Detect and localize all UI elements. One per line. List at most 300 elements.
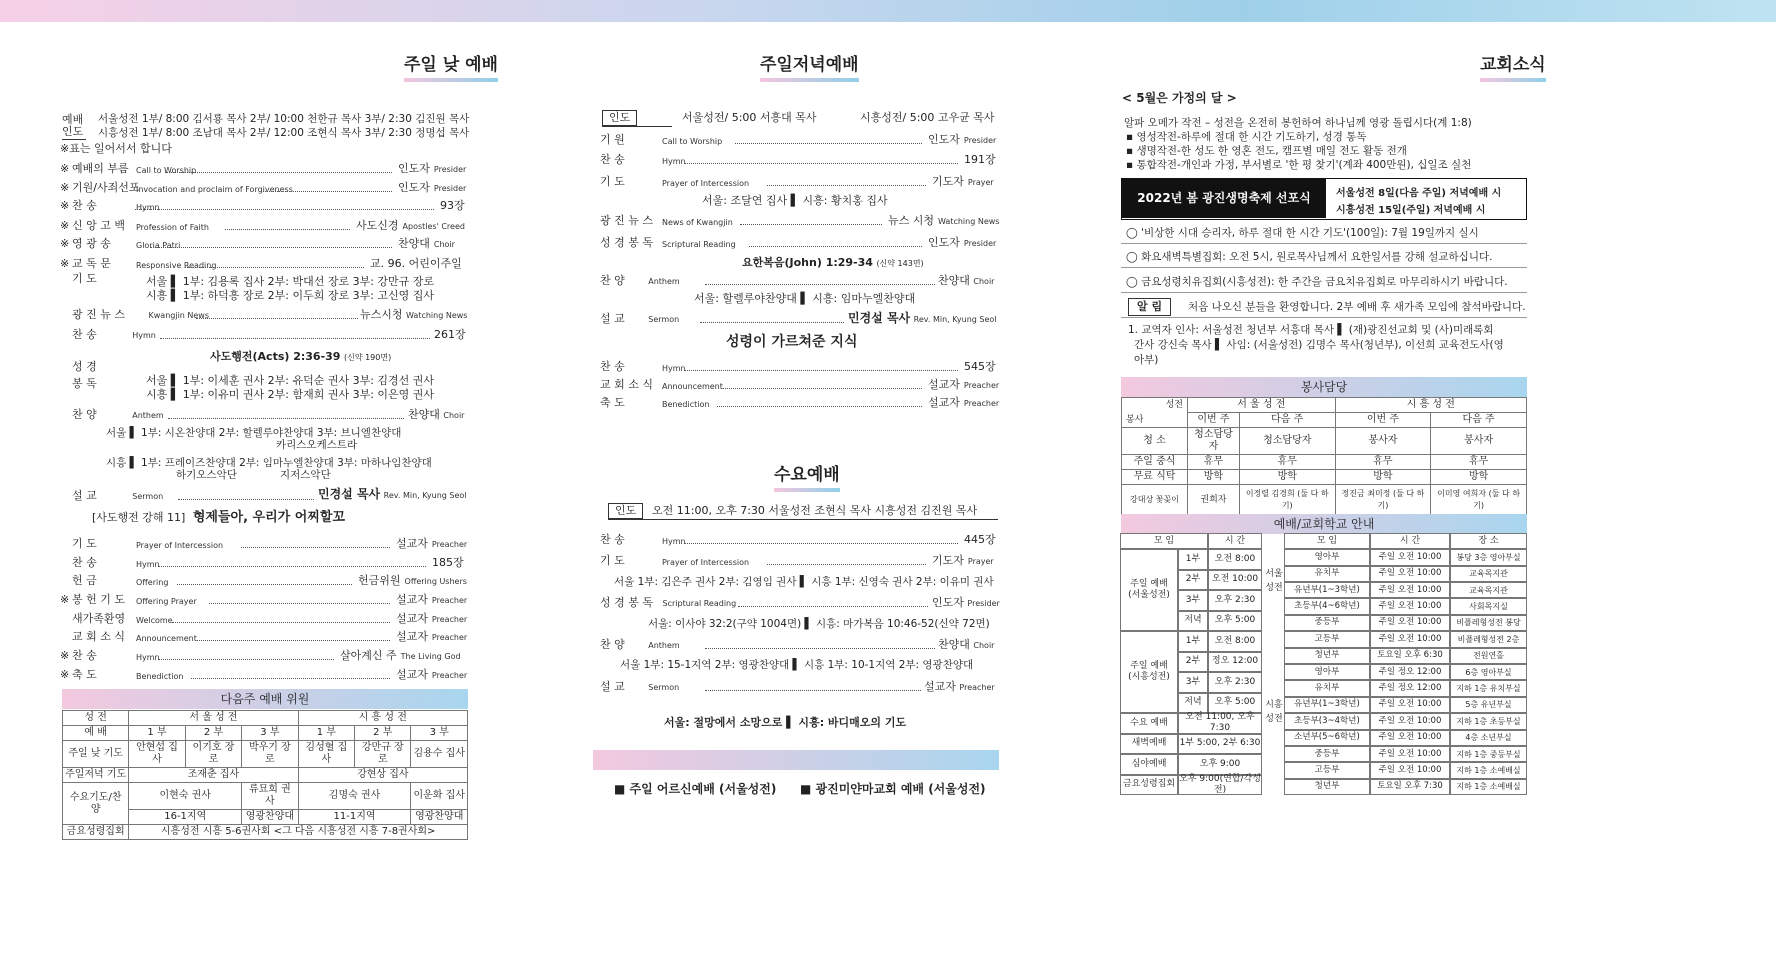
table-cell: 2 부 — [185, 726, 241, 741]
order-value-ko: 191장 — [964, 153, 996, 166]
school-time: 오전 8:00 — [1208, 631, 1262, 652]
order-value-ko: 445장 — [964, 533, 996, 546]
order-value-en: Preacher — [431, 615, 468, 624]
school-time: 정오 12:00 — [1208, 652, 1262, 673]
school-group: 주일 예배 (서울성전) — [1120, 549, 1178, 631]
schedule-siheung: 시흥성전 1부/ 8:00 조남대 목사 2부/ 12:00 조현식 목사 3부/ 2:30 정명섭 목사 — [98, 127, 470, 139]
school-extra-time: 오후 9:00(연합/각성전) — [1179, 773, 1261, 795]
anthem-seoul: 서울 ▌ 1부: 시온찬양대 2부: 할렐루야찬양대 3부: 브니엘찬양대 — [106, 427, 402, 439]
school-dept-place: 지하 1층 유치부실 — [1450, 680, 1527, 696]
table-cell: 휴무 — [1335, 455, 1431, 470]
order-item-label: 교 회 소 식 — [600, 378, 653, 391]
order-value-en: Presider — [963, 239, 997, 248]
sermon-en: Sermon — [132, 492, 164, 501]
school-part: 1부 — [1178, 631, 1208, 652]
evening-sermon-preacher: 민경설 목사 — [848, 311, 911, 325]
school-dept: 영아부 — [1284, 549, 1370, 565]
school-title: 예배/교회학교 안내 — [1121, 514, 1527, 534]
order-value-ko: 살아계신 주 — [340, 649, 397, 662]
table-cell: 류묘희 권사 — [242, 783, 298, 810]
order-item-en: Prayer of Intercession — [662, 558, 750, 567]
dot-leader — [172, 622, 390, 623]
school-dept: 초등부(4~6학년) — [1284, 598, 1370, 614]
order-item-label: 찬 송 — [72, 199, 97, 212]
table-cell: 휴무 — [1431, 455, 1527, 470]
order-item-value — [932, 175, 994, 190]
order-value-en: Watching News — [938, 217, 1000, 226]
table-cell: 김명숙 권사 — [298, 783, 411, 810]
star-mark: ※ — [60, 219, 70, 232]
order-item-value — [964, 360, 996, 374]
school-dept-place: 지하 1층 초등부실 — [1450, 713, 1527, 729]
table-row — [63, 711, 468, 726]
wed-anthem-value: 찬양대 — [938, 638, 970, 651]
month-theme: < 5월은 가정의 달 > — [1122, 91, 1237, 105]
table-cell: 시 흥 성 전 — [298, 711, 467, 726]
table-cell: 이운화 집사 — [411, 783, 468, 810]
anthem-en: Anthem — [132, 411, 164, 420]
school-table — [1121, 534, 1527, 796]
anthem-value-en: Choir — [443, 411, 465, 420]
school-dept-place: 지하 1층 중등부실 — [1450, 746, 1527, 762]
dot-leader — [209, 603, 390, 604]
footer-myanmar-worship: ■ 광진미얀마교회 예배 (서울성전) — [800, 782, 986, 796]
schedule-divider — [62, 139, 86, 140]
school-dept-time: 주일 오전 10:00 — [1370, 746, 1450, 762]
order-item-label: 축 도 — [600, 396, 625, 409]
dot-leader — [158, 659, 334, 660]
dot-leader — [191, 678, 390, 679]
dot-leader — [740, 224, 882, 225]
order-item-value — [964, 533, 996, 547]
table-cell: 이미영 여희자 (둘 다 하기) — [1431, 485, 1527, 515]
dot-leader — [150, 247, 392, 248]
scripture-page: (신약 190면) — [343, 353, 392, 362]
school-dept-time: 주일 오전 10:00 — [1370, 730, 1450, 746]
table-row — [63, 825, 468, 840]
festival-title: 2022년 봄 광진생명축제 선포식 — [1122, 179, 1326, 218]
dot-leader — [158, 566, 426, 567]
table-row — [63, 783, 468, 810]
school-dept-time: 토요일 오후 7:30 — [1370, 779, 1450, 795]
school-dept-time: 주일 오전 10:00 — [1370, 713, 1450, 729]
school-extra-time: 1부 5:00, 2부 6:30 — [1178, 734, 1262, 755]
evening-lead-label: 인도 — [602, 110, 637, 126]
wed-reading-label: 성 경 봉 독 — [600, 596, 653, 609]
wed-anthem-label: 찬 양 — [600, 638, 625, 651]
wed-sermon-value: 설교자 — [924, 680, 956, 693]
table-cell: 청 소 — [1122, 428, 1188, 455]
next-week-table — [62, 710, 468, 840]
school-dept: 중등부 — [1284, 615, 1370, 631]
alarm-text: 처음 나오신 분들을 환영합니다. 2부 예배 후 새가족 모임에 참석바랍니다. — [1188, 301, 1526, 313]
order-value-en: Preacher — [963, 399, 1000, 408]
table-cell: 서 울 성 전 — [129, 711, 298, 726]
wed-anthem-value-en: Choir — [973, 641, 995, 650]
order-item-value — [440, 199, 465, 213]
dot-leader — [165, 172, 392, 173]
order-value-ko: 설교자 — [396, 668, 428, 681]
order-item-en: Offering Prayer — [136, 597, 197, 606]
serve-title: 봉사담당 — [1121, 377, 1527, 397]
order-item-en: Hymn — [136, 653, 160, 662]
school-part: 3부 — [1178, 672, 1208, 693]
table-cell: 이기호 장로 — [185, 741, 241, 768]
order-item-label: 교 독 문 — [72, 257, 111, 270]
wed-reading-value-en: Presider — [967, 599, 1000, 608]
top-decorative-bar — [0, 0, 1776, 22]
order-item-value — [356, 219, 465, 234]
order-value-ko: 인도자 — [398, 181, 430, 194]
order-item-label: 찬 송 — [600, 153, 625, 166]
order-value-ko: 사도신경 — [356, 219, 399, 232]
bullet-1: ▪ 영성작전-하루에 절대 한 시간 기도하기, 성경 통독 — [1126, 131, 1367, 143]
school-dept-place: 4층 소년부실 — [1450, 730, 1527, 746]
order-value-ko: 인도자 — [928, 133, 960, 146]
school-dept-place: 비플레형성전 봉당 — [1450, 615, 1527, 631]
order-item-value — [396, 630, 467, 645]
school-extra-name: 심야예배 — [1120, 754, 1178, 775]
order-value-ko: 설교자 — [396, 593, 428, 606]
school-dept-time: 주일 오전 10:00 — [1370, 598, 1450, 614]
school-dept-place: 사회목지실 — [1450, 598, 1527, 614]
school-dept-time: 주일 정오 12:00 — [1370, 680, 1450, 696]
order-item-value — [928, 236, 996, 251]
dot-leader — [749, 246, 922, 247]
school-dept-place: 교육목지관 — [1450, 566, 1527, 582]
order-value-ko: 설교자 — [396, 537, 428, 550]
prayer-label: 기 도 — [72, 272, 97, 285]
table-cell: 청소담당자 — [1239, 428, 1335, 455]
order-value-ko: 뉴스 시청 — [888, 214, 935, 227]
siheung-vertical-label: 시흥성전 — [1265, 699, 1283, 724]
order-item-en: Announcement — [136, 634, 197, 643]
table-cell: 안현섭 집사 — [129, 741, 185, 768]
school-dept: 소년부(5~6학년) — [1284, 730, 1370, 746]
order-value-en: Preacher — [431, 671, 468, 680]
church-news-title: 교회소식 — [1480, 50, 1546, 82]
order-item-en: Gloria Patri — [136, 241, 181, 250]
dot-leader — [721, 388, 922, 389]
dot-leader — [684, 370, 958, 371]
order-value-ko: 설교자 — [928, 378, 960, 391]
alarm-label: 알 림 — [1128, 298, 1171, 316]
order-item-en: Hymn — [662, 364, 686, 373]
table-cell: 강대상 꽃꽂이 — [1122, 485, 1188, 515]
order-item-label: 기 도 — [72, 537, 97, 550]
school-time: 오후 2:30 — [1208, 672, 1262, 693]
order-item-en: Scriptural Reading — [662, 240, 736, 249]
footer-gradient-bar — [593, 750, 999, 770]
evening-lead-siheung: 시흥성전/ 5:00 고우균 목사 — [860, 111, 995, 124]
news-value: 뉴스시청 — [360, 308, 403, 321]
evening-anthem-en: Anthem — [648, 277, 680, 286]
school-header-time2: 시 간 — [1370, 533, 1450, 549]
sunday-worship-title: 주일 낮 예배 — [404, 50, 498, 82]
star-mark: ※ — [60, 237, 70, 250]
order-item-en: Benediction — [136, 672, 184, 681]
order-value-en: Offering Ushers — [404, 577, 467, 586]
dot-leader — [225, 229, 350, 230]
greeting-line-2: 간사 강신숙 목사 ▌ 사임: (서울성전) 김명수 목사(청년부), 이선희 교육전도사(영 — [1134, 339, 1504, 351]
order-item-value — [398, 237, 455, 252]
order-item-label: 교 회 소 식 — [72, 630, 125, 643]
school-dept-time: 주일 오전 10:00 — [1370, 549, 1450, 565]
order-item-value — [358, 574, 467, 589]
table-cell: 방학 — [1239, 470, 1335, 485]
table-cell: 성전 봉사 — [1122, 398, 1188, 428]
order-item-en: Prayer of Intercession — [662, 179, 750, 188]
school-dept-time: 주일 오전 10:00 — [1370, 566, 1450, 582]
school-dept-place: 지하 1층 소예배실 — [1450, 779, 1527, 795]
school-dept: 청년부 — [1284, 648, 1370, 664]
order-item-label: 예배의 부름 — [72, 162, 129, 175]
school-time: 오후 2:30 — [1208, 590, 1262, 611]
evening-anthem-value-en: Choir — [973, 277, 995, 286]
sermon-preacher: 민경설 목사 — [318, 487, 381, 501]
dot-leader — [241, 547, 390, 548]
order-item-label: 기 도 — [600, 554, 625, 567]
order-value-ko: 185장 — [432, 556, 464, 569]
wed-anthem-en: Anthem — [648, 641, 680, 650]
table-row — [1122, 428, 1527, 455]
school-dept-place: 6층 영아부실 — [1450, 664, 1527, 680]
order-item-label: 헌 금 — [72, 574, 97, 587]
order-value-ko: 인도자 — [928, 236, 960, 249]
order-item-value — [396, 537, 467, 552]
order-item-en: Hymn — [136, 560, 160, 569]
star-mark: ※ — [60, 162, 70, 175]
order-item-label: 찬 송 — [600, 360, 625, 373]
reading-label: 봉 독 — [72, 377, 97, 390]
school-extra-time: 오전 11:00, 오후 7:30 — [1178, 713, 1262, 734]
school-dept-place: 지하 1층 소예배실 — [1450, 762, 1527, 778]
hymn2-label: 찬 송 — [72, 328, 97, 341]
star-mark: ※ — [60, 668, 70, 681]
wed-anthem-line: 서울 1부: 15-1지역 2부: 영광찬양대 ▌ 시흥 1부: 10-1지역 2부: 영광찬양대 — [620, 659, 974, 671]
school-dept: 중등부 — [1284, 746, 1370, 762]
table-cell: 권희자 — [1188, 485, 1240, 515]
wed-reading-value: 인도자 — [932, 596, 964, 609]
order-item-label: 광 진 뉴 스 — [600, 214, 653, 227]
school-header-place: 장 소 — [1450, 533, 1527, 549]
table-cell: 1 부 — [298, 726, 354, 741]
order-item-en: Responsive Reading — [136, 261, 217, 270]
table-cell: 김용수 집사 — [411, 741, 468, 768]
star-mark: ※ — [60, 199, 70, 212]
order-value-ko: 545장 — [964, 360, 996, 373]
order-item-en: Invocation and proclaim of Forgiveness — [136, 185, 293, 194]
table-cell: 휴무 — [1239, 455, 1335, 470]
order-item-label: 기 원 — [600, 133, 625, 146]
sermon-label: 설 교 — [72, 489, 97, 502]
schedule-label-1: 예배 — [62, 113, 84, 126]
table-cell: 예 배 — [63, 726, 129, 741]
order-item-label: 영 광 송 — [72, 237, 111, 250]
order-item-value — [396, 612, 467, 627]
school-dept-time: 토요일 오후 6:30 — [1370, 648, 1450, 664]
order-item-en: Offering — [136, 578, 169, 587]
table-cell: 무료 식탁 — [1122, 470, 1188, 485]
school-part: 3부 — [1178, 590, 1208, 611]
table-row — [1122, 470, 1527, 485]
greeting-line-1: 1. 교역자 인사: 서울성전 청년부 서흥대 목사 ▌ (재)광진선교회 및 (사)미래록회 — [1128, 324, 1494, 336]
order-item-value — [396, 668, 467, 683]
table-cell: 성 전 — [63, 711, 129, 726]
school-dept-time: 주일 정오 12:00 — [1370, 664, 1450, 680]
prayer-seoul: 서울 ▌ 1부: 김용록 집사 2부: 박대선 장로 3부: 강만규 장로 — [146, 275, 435, 288]
table-cell: 김성혈 집사 — [298, 741, 354, 768]
order-value-ko: 기도자 — [932, 554, 964, 567]
order-item-value — [928, 133, 996, 148]
school-dept: 초등부(3~4학년) — [1284, 713, 1370, 729]
table-cell: 조재춘 집사 — [129, 768, 298, 783]
table-cell: 16-1지역 — [129, 810, 242, 825]
wed-sermon-titles: 서울: 절망에서 소망으로 ▌ 시흥: 바디매오의 기도 — [664, 716, 907, 729]
order-value-ko: 설교자 — [396, 612, 428, 625]
school-header-time: 시 간 — [1208, 533, 1262, 549]
dot-leader — [735, 143, 922, 144]
evening-scripture-page: (신약 143면) — [876, 259, 924, 268]
wed-sermon-label: 설 교 — [600, 680, 625, 693]
order-value-en: Preacher — [431, 540, 468, 549]
school-dept: 영아부 — [1284, 664, 1370, 680]
evening-lead-seoul: 서울성전/ 5:00 서흥대 목사 — [682, 111, 817, 124]
table-cell: 이현숙 권사 — [129, 783, 242, 810]
order-item-label: 봉 헌 기 도 — [72, 593, 125, 606]
table-row — [1122, 398, 1527, 413]
order-item-label: 축 도 — [72, 668, 97, 681]
festival-box — [1121, 178, 1527, 220]
scripture-label: 성 경 — [72, 360, 97, 373]
schedule-label-2: 인도 — [62, 125, 84, 138]
dot-leader — [135, 209, 434, 210]
table-cell: 이번 주 — [1335, 413, 1431, 428]
order-value-ko: 헌금위원 — [358, 574, 401, 587]
table-cell: 이정렬 김경희 (둘 다 하기) — [1239, 485, 1335, 515]
table-cell: 박우기 장로 — [242, 741, 298, 768]
table-cell: 3 부 — [411, 726, 468, 741]
hymn2-value: 261장 — [434, 328, 466, 341]
school-part: 2부 — [1178, 652, 1208, 673]
dot-leader — [185, 267, 364, 268]
order-item-en: Hymn — [662, 157, 686, 166]
table-cell: 방학 — [1431, 470, 1527, 485]
order-item-value — [370, 257, 462, 271]
order-value-en: Presider — [433, 184, 467, 193]
order-item-value — [398, 162, 466, 177]
table-row — [63, 741, 468, 768]
evening-sermon-label: 설 교 — [600, 312, 625, 325]
order-item-label: 새가족환영 — [72, 612, 126, 625]
order-item-en: Call to Worship — [662, 137, 723, 146]
wed-lead-label: 인도 — [608, 503, 643, 519]
wed-reading-en: Scriptural Reading — [662, 599, 737, 608]
school-dept-place: 전원연홀 — [1450, 648, 1527, 664]
school-dept-time: 주일 오전 10:00 — [1370, 615, 1450, 631]
order-item-value — [398, 181, 466, 196]
table-cell: 시 흥 성 전 — [1335, 398, 1526, 413]
anthem-siheung: 시흥 ▌ 1부: 프레이즈찬양대 2부: 임마누엘찬양대 3부: 마하나임찬양대 — [106, 457, 432, 469]
evening-sermon-preacher-en: Rev. Min, Kyung Seol — [913, 315, 997, 324]
dot-leader — [717, 406, 922, 407]
reading-seoul: 서울 ▌ 1부: 이세훈 권사 2부: 유덕순 권사 3부: 김경선 권사 — [146, 374, 435, 387]
school-time: 오전 8:00 — [1208, 549, 1262, 570]
school-part: 저녁 — [1178, 693, 1208, 714]
order-item-en: Welcome — [136, 616, 173, 625]
table-cell: 청소담당자 — [1188, 428, 1240, 455]
verse-line: 알파 오메가 작전 – 성전을 온전히 봉헌하여 하나님께 영광 돌립시다(계 1:8) — [1124, 117, 1472, 129]
order-value-ko: 93장 — [440, 199, 465, 212]
dot-leader — [263, 191, 392, 192]
order-value-en: Preacher — [431, 596, 468, 605]
school-part: 2부 — [1178, 570, 1208, 591]
school-dept-time: 주일 오전 10:00 — [1370, 631, 1450, 647]
order-item-value — [340, 649, 461, 664]
school-dept: 고등부 — [1284, 631, 1370, 647]
school-dept-time: 주일 오전 10:00 — [1370, 762, 1450, 778]
anthem-seoul-orch: 카리스오케스트라 — [276, 439, 358, 451]
table-cell: 시흥성전 시흥 5-6권사회 <그 다음 시흥성전 시흥 7-8권사회> — [129, 825, 468, 840]
hymn2-en: Hymn — [132, 331, 156, 340]
anthem-siheung-band1: 하기오스악단 — [176, 469, 237, 481]
school-dept: 청년부 — [1284, 779, 1370, 795]
sermon-preacher-en: Rev. Min, Kyung Seol — [383, 491, 467, 500]
order-item-en: Announcement — [662, 382, 723, 391]
table-cell: 방학 — [1188, 470, 1240, 485]
festival-seoul: 서울성전 8일(다음 주일) 저녁예배 시 — [1336, 188, 1502, 199]
serve-table — [1121, 397, 1527, 515]
dot-leader — [684, 163, 958, 164]
order-value-ko: 찬양대 — [398, 237, 430, 250]
evening-prayer-line: 서울: 조달연 집사 ▌ 시흥: 황치홍 집사 — [702, 194, 888, 207]
news-value-en: Watching News — [406, 311, 468, 320]
sermon-title: 형제들아, 우리가 어찌할꼬 — [192, 510, 345, 525]
order-item-en: Benediction — [662, 400, 710, 409]
table-row — [1122, 485, 1527, 515]
dot-leader — [684, 543, 958, 544]
order-item-value — [432, 556, 464, 570]
order-value-ko: 인도자 — [398, 162, 430, 175]
table-cell: 주일저녁 기도 — [63, 768, 129, 783]
table-cell: 금요성령집회 — [63, 825, 129, 840]
order-value-en: Preacher — [963, 381, 1000, 390]
star-mark: ※ — [60, 181, 70, 194]
next-week-title: 다음주 예배 위원 — [62, 689, 468, 709]
news-label: 광 진 뉴 스 — [72, 308, 125, 321]
table-cell: 봉사자 — [1335, 428, 1431, 455]
school-extra-name: 금요성령집회 — [1120, 775, 1178, 796]
order-value-en: Prayer — [967, 178, 994, 187]
wed-lead: 오전 11:00, 오후 7:30 서울성전 조현식 목사 시흥성전 김진원 목사 — [652, 504, 978, 517]
table-cell: 휴무 — [1188, 455, 1240, 470]
table-cell: 주일 중식 — [1122, 455, 1188, 470]
schedule-seoul: 서울성전 1부/ 8:00 김서룡 목사 2부/ 10:00 천한규 목사 3부/ 2:30 김진원 목사 — [98, 113, 470, 125]
school-part: 저녁 — [1178, 611, 1208, 632]
school-extra-name: 수요 예배 — [1120, 713, 1178, 734]
order-item-label: 성 경 봉 독 — [600, 236, 653, 249]
order-item-value — [396, 593, 467, 608]
order-item-en: Profession of Faith — [136, 223, 209, 232]
table-cell: 봉사자 — [1431, 428, 1527, 455]
footer-elder-worship: ■ 주일 어르신예배 (서울성전) — [614, 782, 777, 796]
table-cell: 영광찬양대 — [411, 810, 468, 825]
school-time: 오전 10:00 — [1208, 570, 1262, 591]
table-cell: 11-1지역 — [298, 810, 411, 825]
seoul-vertical-label: 서울성전 — [1265, 568, 1283, 593]
star-mark: ※ — [60, 593, 70, 606]
table-cell: 방학 — [1335, 470, 1431, 485]
